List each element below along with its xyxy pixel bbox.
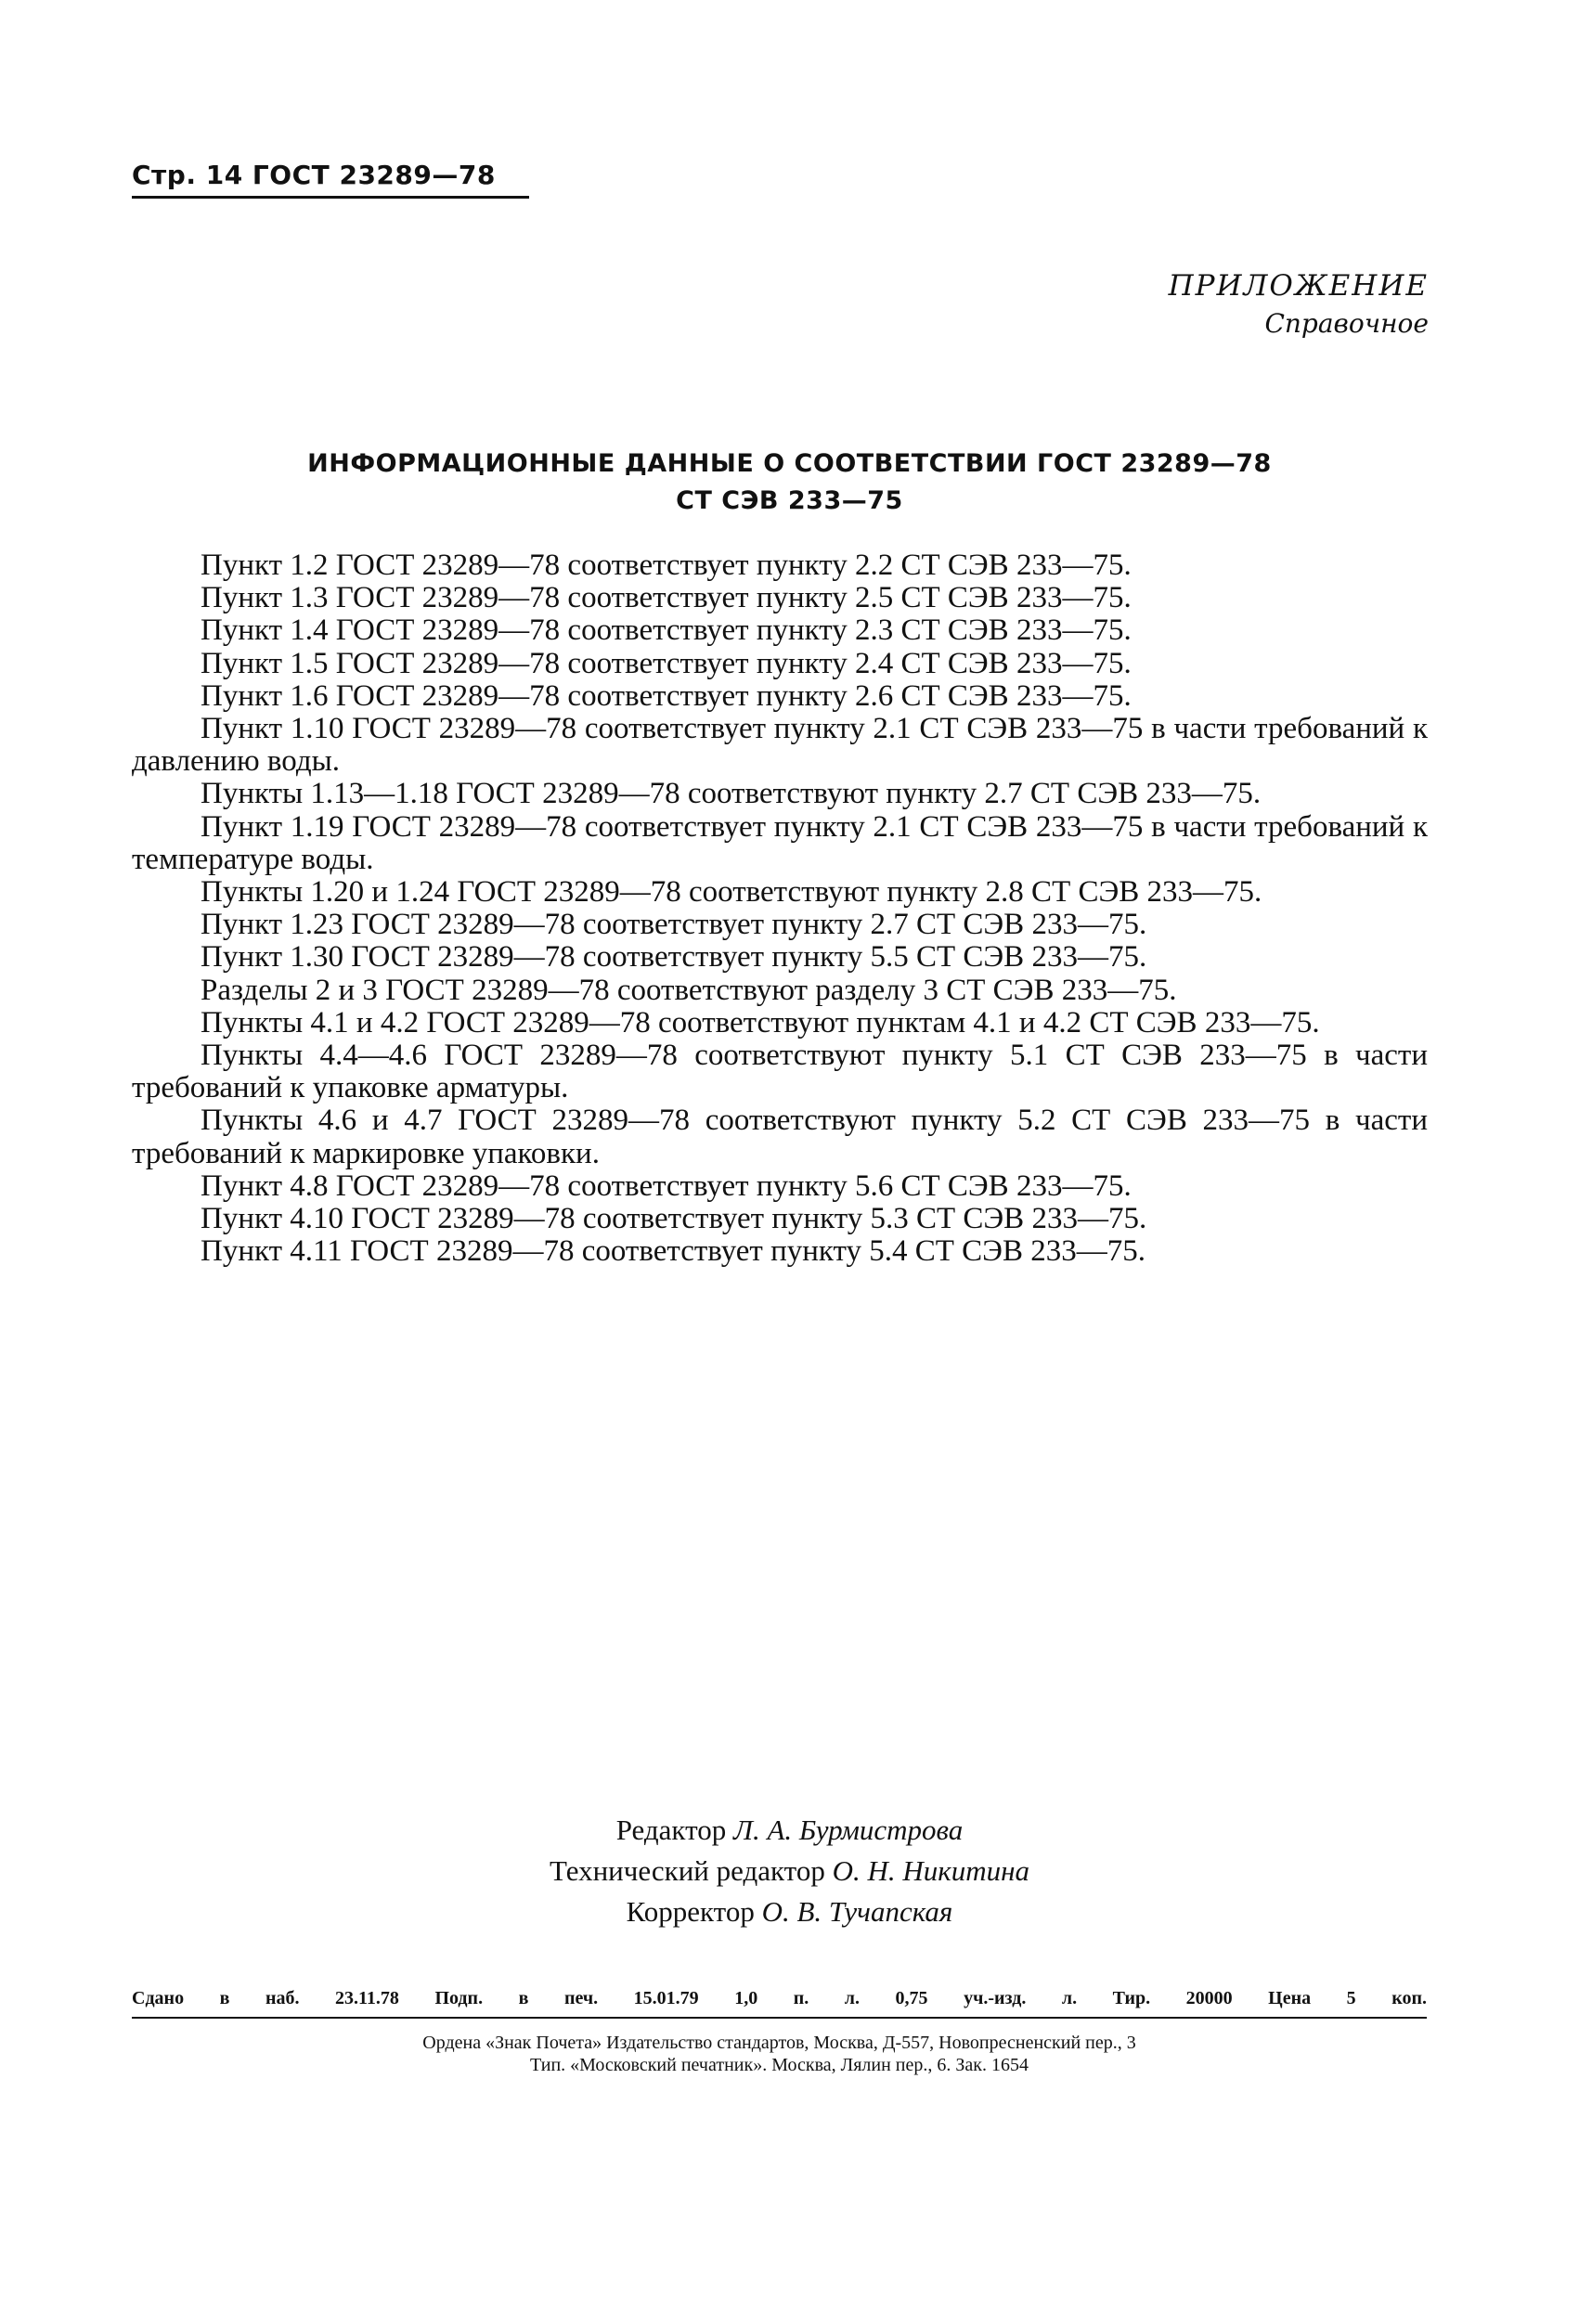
paragraph-7: Пункты 1.13—1.18 ГОСТ 23289—78 соответствуют пункту 2.7 СТ СЭВ 233—75.	[201, 777, 1262, 811]
paragraph-14: Пункты 4.4—4.6 ГОСТ 23289—78 соответствуют пункту 5.1 СТ СЭВ 233—75 в части требований к упаковке арматуры.	[132, 1039, 1428, 1105]
document-title-line-2: СТ СЭВ 233—75	[676, 486, 903, 515]
paragraph-12: Разделы 2 и 3 ГОСТ 23289—78 соответствуют разделу 3 СТ СЭВ 233—75.	[201, 973, 1177, 1007]
credit-corrector-role: Корректор	[626, 1895, 755, 1928]
paragraph-5: Пункт 1.6 ГОСТ 23289—78 соответствует пункту 2.6 СТ СЭВ 233—75.	[201, 678, 1132, 713]
credit-tech-editor	[0, 1851, 1579, 1891]
correspondence-list	[132, 549, 1428, 1268]
imprint-publisher	[132, 2032, 1427, 2076]
credit-corrector-name: О. В. Тучапская	[761, 1895, 953, 1928]
paragraph-16: Пункт 4.8 ГОСТ 23289—78 соответствует пункту 5.6 СТ СЭВ 233—75.	[201, 1168, 1132, 1203]
paragraph-3: Пункт 1.4 ГОСТ 23289—78 соответствует пункту 2.3 СТ СЭВ 233—75.	[201, 613, 1132, 648]
paragraph-8: Пункт 1.19 ГОСТ 23289—78 соответствует пункту 2.1 СТ СЭВ 233—75 в части требований к температуре воды.	[132, 809, 1428, 876]
paragraph-17: Пункт 4.10 ГОСТ 23289—78 соответствует пункту 5.3 СТ СЭВ 233—75.	[201, 1202, 1147, 1236]
document-title-line-1: ИНФОРМАЦИОННЫЕ ДАННЫЕ О СООТВЕТСТВИИ ГОСТ 23289—78	[307, 449, 1272, 478]
paragraph-6: Пункт 1.10 ГОСТ 23289—78 соответствует пункту 2.1 СТ СЭВ 233—75 в части требований к давлению воды.	[132, 712, 1428, 779]
credit-tech-editor-role: Технический редактор	[549, 1854, 825, 1887]
appendix-subtitle: Справочное	[1264, 308, 1429, 339]
credits-block	[0, 1810, 1579, 1932]
credit-tech-editor-name: О. Н. Никитина	[832, 1854, 1030, 1887]
paragraph-9: Пункты 1.20 и 1.24 ГОСТ 23289—78 соответствуют пункту 2.8 СТ СЭВ 233—75.	[201, 875, 1262, 910]
paragraph-13: Пункты 4.1 и 4.2 ГОСТ 23289—78 соответствуют пунктам 4.1 и 4.2 СТ СЭВ 233—75.	[201, 1005, 1320, 1039]
paragraph-18: Пункт 4.11 ГОСТ 23289—78 соответствует пункту 5.4 СТ СЭВ 233—75.	[201, 1234, 1145, 1269]
page-header: Стр. 14 ГОСТ 23289—78	[132, 160, 529, 199]
paragraph-2: Пункт 1.3 ГОСТ 23289—78 соответствует пункту 2.5 СТ СЭВ 233—75.	[201, 581, 1132, 615]
paragraph-4: Пункт 1.5 ГОСТ 23289—78 соответствует пункту 2.4 СТ СЭВ 233—75.	[201, 646, 1132, 680]
appendix-label	[1169, 269, 1429, 339]
appendix-title: ПРИЛОЖЕНИЕ	[1168, 269, 1429, 303]
paragraph-11: Пункт 1.30 ГОСТ 23289—78 соответствует пункту 5.5 СТ СЭВ 233—75.	[201, 940, 1147, 975]
imprint-block	[132, 1988, 1427, 2076]
paragraph-15: Пункты 4.6 и 4.7 ГОСТ 23289—78 соответствуют пункту 5.2 СТ СЭВ 233—75 в части требований к маркировке упаковки.	[132, 1104, 1428, 1170]
paragraph-1: Пункт 1.2 ГОСТ 23289—78 соответствует пункту 2.2 СТ СЭВ 233—75.	[201, 549, 1132, 582]
imprint-printer-line: Тип. «Московский печатник». Москва, Лялин пер., 6. Зак. 1654	[530, 2055, 1029, 2075]
credit-editor-name: Л. А. Бурмистрова	[732, 1814, 964, 1846]
document-title	[0, 445, 1579, 520]
imprint-publisher-line: Ордена «Знак Почета» Издательство стандартов, Москва, Д-557, Новопресненский пер., 3	[422, 2033, 1136, 2053]
paragraph-10: Пункт 1.23 ГОСТ 23289—78 соответствует пункту 2.7 СТ СЭВ 233—75.	[201, 908, 1147, 942]
credit-corrector	[0, 1891, 1579, 1932]
imprint-print-data: Сдано в наб. 23.11.78 Подп. в печ. 15.01.79 1,0 п. л. 0,75 уч.-изд. л. Тир. 20000 Цена 5 коп.	[132, 1988, 1427, 2019]
credit-editor	[0, 1810, 1579, 1851]
credit-editor-role: Редактор	[615, 1814, 727, 1846]
